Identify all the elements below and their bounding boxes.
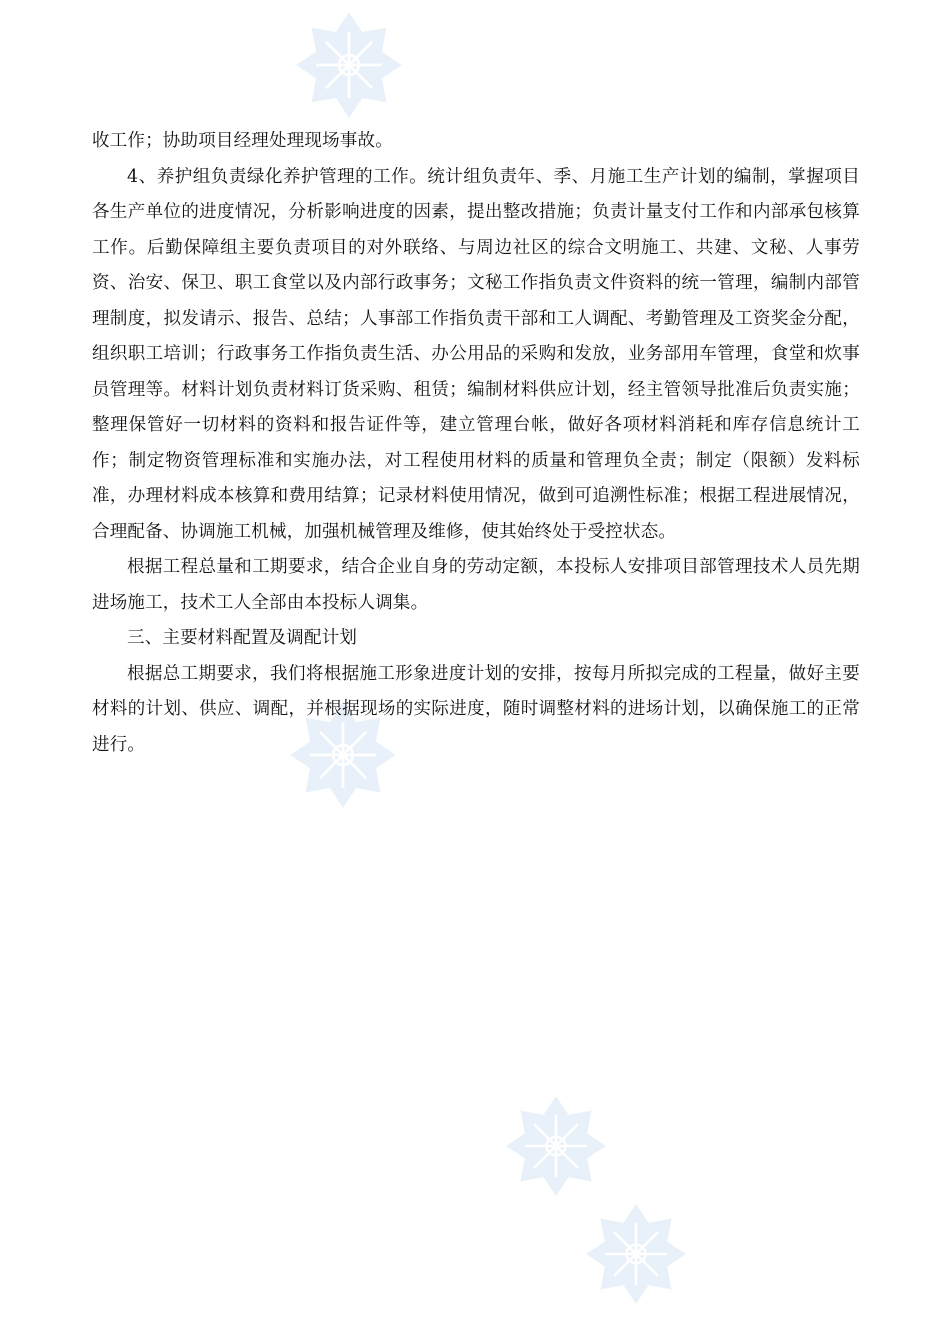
paragraph-materials-plan: 根据总工期要求，我们将根据施工形象进度计划的安排，按每月所拟完成的工程量，做好主要材料的计划、供应、调配，并根据现场的实际进度，随时调整材料的进场计划，以确保施工的正常进行。 — [92, 663, 860, 755]
snowflake-watermark-icon — [584, 1202, 688, 1306]
snowflake-watermark-icon — [504, 1094, 608, 1198]
paragraph-team-duties: 4、养护组负责绿化养护管理的工作。统计组负责年、季、月施工生产计划的编制，掌握项目各生产单位的进度情况，分析影响进度的因素，提出整改措施；负责计量支付工作和内部承包核算工作。后勤保障组主要负责项目的对外联络、与周边社区的综合文明施工、共建、文秘、人事劳资、治安、保卫、职工食堂以及内部行政事务；文秘工作指负责文件资料的统一管理，编制内部管理制度，拟发请示、报告、总结；人事部工作指负责干部和工人调配、考勤管理及工资奖金分配，组织职工培训；行政事务工作指负责生活、办公用品的采购和发放，业务部用车管理，食堂和炊事员管理等。材料计划负责材料订货采购、租赁；编制材料供应计划，经主管领导批准后负责实施；整理保管好一切材料的资料和报告证件等，建立管理台帐，做好各项材料消耗和库存信息统计工作；制定物资管理标准和实施办法，对工程使用材料的质量和管理负全责；制定（限额）发料标准，办理材料成本核算和费用结算；记录材料使用情况，做到可追溯性标准；根据工程进展情况，合理配备、协调施工机械，加强机械管理及维修，使其始终处于受控状态。 — [92, 166, 860, 542]
snowflake-watermark-icon — [284, 10, 414, 120]
paragraph-continuation: 收工作；协助项目经理处理现场事故。 — [92, 131, 393, 151]
section-heading-materials: 三、主要材料配置及调配计划 — [127, 628, 358, 648]
paragraph-staffing: 根据工程总量和工期要求，结合企业自身的劳动定额，本投标人安排项目部管理技术人员先期进场施工，技术工人全部由本投标人调集。 — [92, 557, 860, 613]
document-body — [92, 124, 860, 763]
